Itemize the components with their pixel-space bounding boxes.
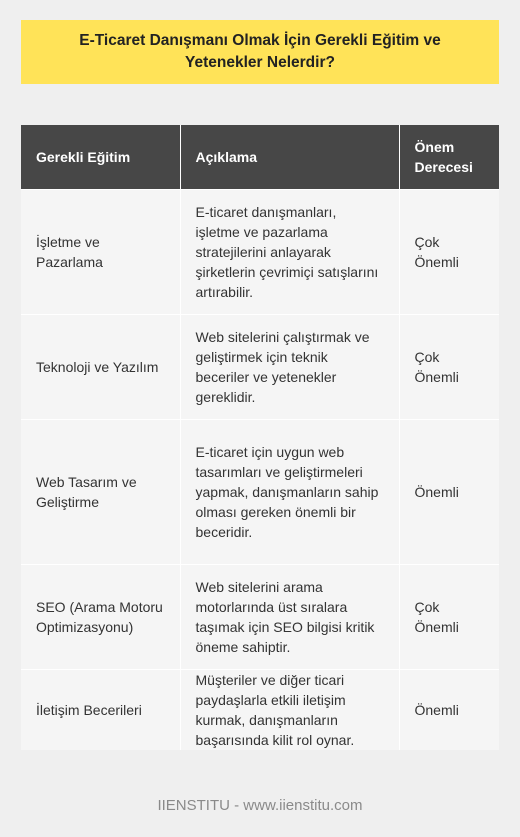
cell-importance: Önemli — [399, 669, 499, 750]
cell-importance: Çok Önemli — [399, 564, 499, 669]
education-table — [21, 125, 499, 750]
table-row — [21, 189, 499, 314]
table-row — [21, 314, 499, 419]
cell-description: Web sitelerini çalıştırmak ve geliştirmek için teknik beceriler ve yetenekler gereklidir. — [180, 314, 399, 419]
cell-education: İşletme ve Pazarlama — [21, 189, 180, 314]
cell-education: SEO (Arama Motoru Optimizasyonu) — [21, 564, 180, 669]
cell-education: Web Tasarım ve Geliştirme — [21, 419, 180, 564]
table-row — [21, 669, 499, 750]
cell-description: E-ticaret danışmanları, işletme ve pazarlama stratejilerini anlayarak şirketlerin çevrimiçi satışlarını artırabilir. — [180, 189, 399, 314]
cell-description: E-ticaret için uygun web tasarımları ve geliştirmeleri yapmak, danışmanların sahip olması gereken önemli bir beceridir. — [180, 419, 399, 564]
cell-education: İletişim Becerileri — [21, 669, 180, 750]
header-education: Gerekli Eğitim — [21, 125, 180, 189]
cell-importance: Önemli — [399, 419, 499, 564]
cell-education: Teknoloji ve Yazılım — [21, 314, 180, 419]
cell-description: Müşteriler ve diğer ticari paydaşlarla etkili iletişim kurmak, danışmanların başarısında kilit rol oynar. — [180, 669, 399, 750]
footer-credit: IIENSTITU - www.iienstitu.com — [157, 797, 363, 814]
table-row — [21, 419, 499, 564]
table-row — [21, 564, 499, 669]
title-banner — [21, 20, 499, 84]
page-title: E-Ticaret Danışmanı Olmak İçin Gerekli Eğitim ve Yetenekler Nelerdir? — [79, 32, 441, 71]
cell-importance: Çok Önemli — [399, 314, 499, 419]
table-header-row — [21, 125, 499, 189]
header-description: Açıklama — [180, 125, 399, 189]
header-importance: Önem Derecesi — [399, 125, 499, 189]
cell-importance: Çok Önemli — [399, 189, 499, 314]
cell-description: Web sitelerini arama motorlarında üst sıralara taşımak için SEO bilgisi kritik öneme sahiptir. — [180, 564, 399, 669]
